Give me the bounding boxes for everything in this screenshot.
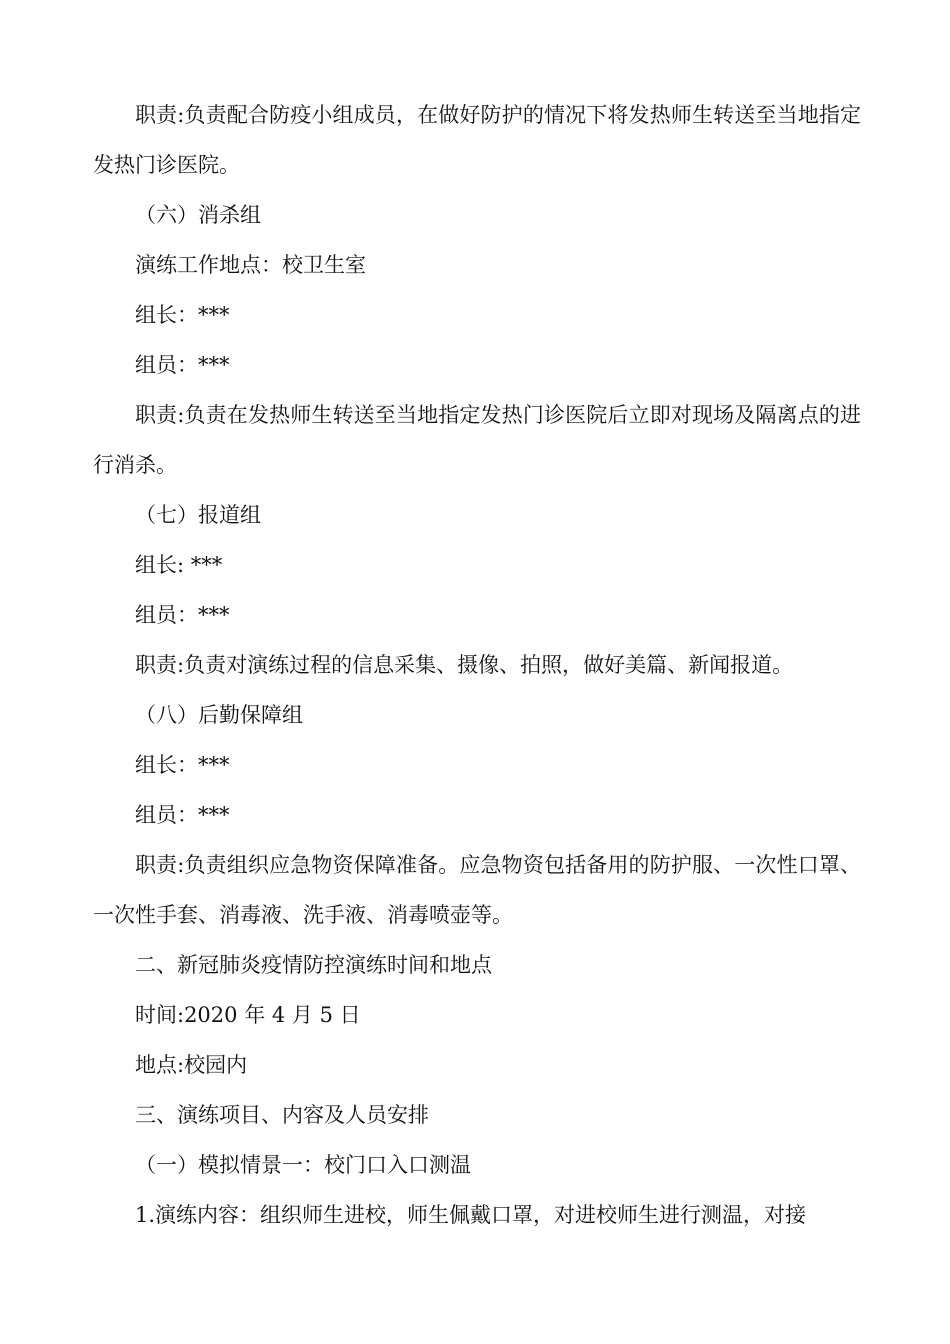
paragraph-duty-disinfection: 职责:负责在发热师生转送至当地指定发热门诊医院后立即对现场及隔离点的进行消杀。 [93, 403, 861, 477]
paragraph-duty-report: 职责:负责对演练过程的信息采集、摄像、拍照，做好美篇、新闻报道。 [135, 653, 794, 677]
paragraph-drill-time: 时间:2020 年 4 月 5 日 [135, 1003, 361, 1027]
paragraph-group-leader: 组长: *** [135, 553, 223, 577]
section-heading-scenario-one: （一）模拟情景一：校门口入口测温 [135, 1153, 471, 1177]
paragraph-duty-logistics: 职责:负责组织应急物资保障准备。应急物资包括备用的防护服、一次性口罩、一次性手套、消毒液、洗手液、消毒喷壶等。 [93, 853, 861, 927]
section-heading-report-group: （七）报道组 [135, 503, 261, 527]
document-body [93, 90, 861, 1240]
paragraph-group-member: 组员：*** [135, 353, 230, 377]
section-heading-disinfection-group: （六）消杀组 [135, 203, 261, 227]
paragraph-drill-place: 地点:校园内 [135, 1053, 248, 1077]
paragraph-group-member: 组员：*** [135, 803, 230, 827]
paragraph-drill-content: 1.演练内容：组织师生进校，师生佩戴口罩，对进校师生进行测温，对接 [135, 1203, 807, 1227]
paragraph-group-leader: 组长：*** [135, 753, 230, 777]
section-heading-time-location: 二、新冠肺炎疫情防控演练时间和地点 [135, 953, 492, 977]
paragraph-group-member: 组员：*** [135, 603, 230, 627]
paragraph-group-leader: 组长：*** [135, 303, 230, 327]
section-heading-drill-items: 三、演练项目、内容及人员安排 [135, 1103, 429, 1127]
paragraph-duty-transfer: 职责:负责配合防疫小组成员，在做好防护的情况下将发热师生转送至当地指定发热门诊医院。 [93, 103, 861, 177]
section-heading-logistics-group: （八）后勤保障组 [135, 703, 303, 727]
paragraph-drill-location: 演练工作地点：校卫生室 [135, 253, 366, 277]
